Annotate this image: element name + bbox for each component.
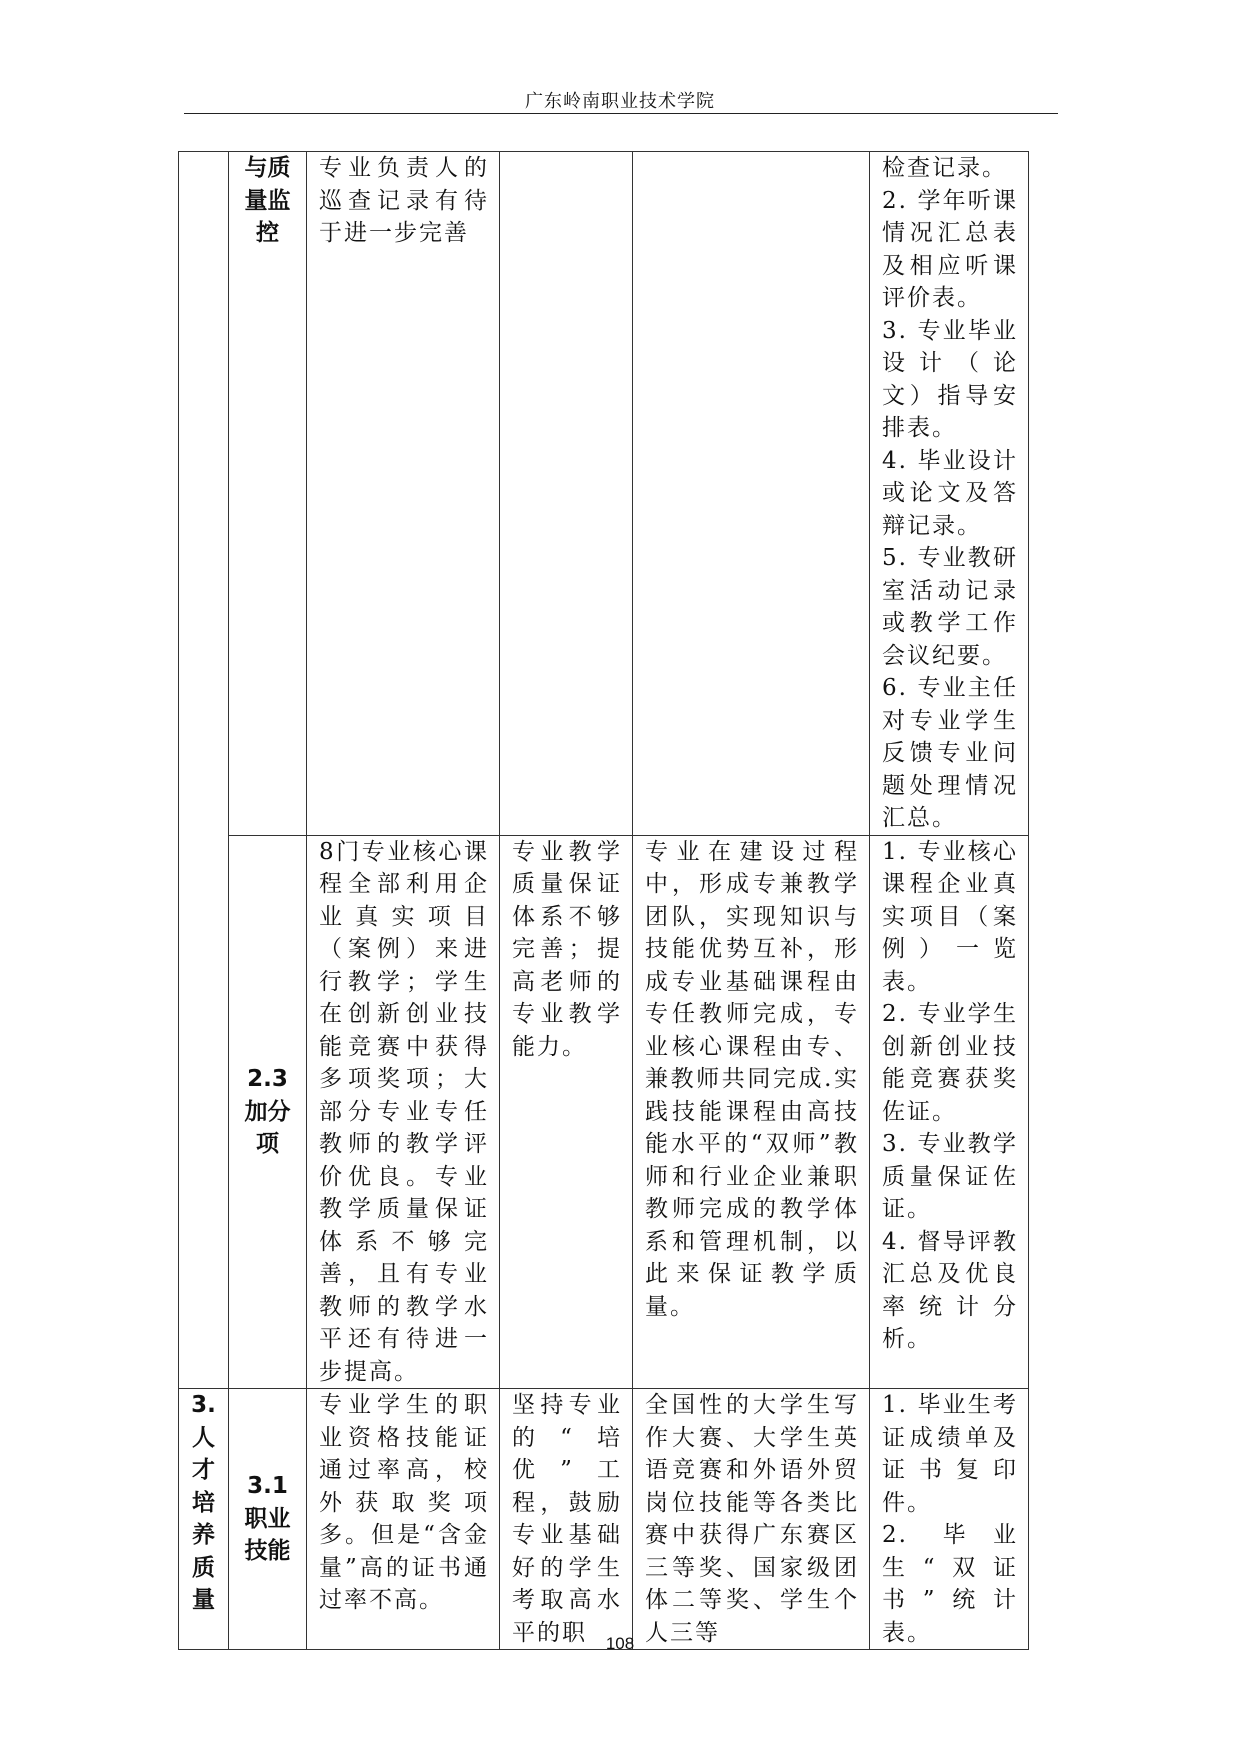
problem-text: 专业学生的职业资格技能证通过率高，校外获取奖项多。但是“含金量”高的证书通过率不高。 [319,1392,489,1613]
sub-item-line: 项 [256,1131,279,1157]
item-line: 人 [192,1424,215,1451]
evidence-item: 3. 专业教学质量保证佐证。 [882,1131,1018,1222]
results-cell [633,152,870,836]
results-cell [633,1389,870,1650]
evidence-item: 4. 毕业设计或论文及答辩记录。 [882,447,1018,539]
table-row [179,1389,1029,1650]
sub-item-label [229,152,306,250]
evidence-item: 5. 专业教研室活动记录或教学工作会议纪要。 [882,545,1018,669]
sub-item-line: 职业 [244,1505,291,1532]
header-divider [184,113,1058,114]
sub-item-line: 2.3 [247,1066,288,1092]
measures-text: 专业教学质量保证体系不够完善；提高老师的专业教学能力。 [512,838,622,1060]
problem-text: 专业负责人的巡查记录有待于进一步完善 [319,155,489,246]
problem-cell [307,1389,500,1650]
sub-item-label [229,1470,306,1568]
item-cell [179,1389,229,1650]
sub-item-label [229,1063,306,1161]
item-line: 养 [192,1522,215,1548]
problem-text: 8门专业核心课程全部利用企业真实项目（案例）来进行教学；学生在创新创业技能竞赛中获得多项奖项；大部分专业专任教师的教学评价优良。专业教学质量保证体系不够完善，且有专业教师的教学水平还有待进一步提高。 [319,838,489,1385]
item-line: 3. [191,1392,216,1418]
item-label [179,1389,228,1617]
item-line: 才 [192,1457,215,1483]
results-text: 全国性的大学生写作大赛、大学生英语竞赛和外语外贸岗位技能等各类比赛中获得广东赛区三等奖、国家级团体二等奖、学生个人三等 [645,1392,859,1646]
table-row [179,835,1029,1389]
sub-item-line: 3.1 [247,1473,288,1500]
sub-item-line: 控 [256,220,279,246]
evidence-item: 4. 督导评教汇总及优良率统计分析。 [882,1228,1018,1352]
evaluation-table [178,151,1029,1650]
sub-item-line: 加分 [244,1098,291,1125]
table-row [179,152,1029,836]
page-number: 108 [605,1634,635,1653]
sub-item-cell [229,1389,307,1650]
sub-item-cell [229,152,307,836]
evidence-list [870,152,1028,835]
evidence-item: 3. 专业毕业设计（论文）指导安排表。 [882,317,1018,441]
measures-cell [500,1389,633,1650]
results-text: 专业在建设过程中，形成专兼教学团队，实现知识与技能优势互补，形成专业基础课程由专任教师完成，专业核心课程由专、兼教师共同完成.实践技能课程由高技能水平的“双师”教师和行业企业兼职教师完成的教学体系和管理机制，以此来保证教学质量。 [645,838,859,1320]
item-line: 质 [192,1554,215,1581]
sub-item-line: 与质 [244,155,291,181]
results-cell [633,835,870,1389]
evidence-list [870,836,1028,1356]
item-line: 量 [192,1587,215,1613]
evidence-item: 1. 专业核心课程企业真实项目（案例）一览表。 [882,838,1018,995]
evidence-item: 2. 学年听课情况汇总表及相应听课评价表。 [882,187,1018,311]
evidence-cell [870,152,1029,836]
measures-cell [500,152,633,836]
evidence-item: 2. 毕业生“双证书”统计表。 [882,1522,1018,1646]
evidence-cell [870,835,1029,1389]
evidence-item: 2. 专业学生创新创业技能竞赛获奖佐证。 [882,1001,1018,1125]
evidence-item: 1. 毕业生考证成绩单及证书复印件。 [882,1392,1018,1516]
problem-cell [307,152,500,836]
evidence-list [870,1389,1028,1649]
page-header-title: 广东岭南职业技术学院 [525,91,715,112]
item-cell-empty [179,152,229,1389]
measures-cell [500,835,633,1389]
sub-item-line: 技能 [244,1538,291,1565]
problem-cell [307,835,500,1389]
measures-text: 坚持专业的“培优”工程，鼓励专业基础好的学生考取高水平的职 [512,1392,622,1646]
evidence-item: 6. 专业主任对专业学生反馈专业问题处理情况汇总。 [882,675,1018,831]
item-line: 培 [192,1489,215,1516]
evidence-cell [870,1389,1029,1650]
sub-item-line: 量监 [244,187,291,214]
evidence-item: 检查记录。 [882,155,1007,181]
sub-item-cell [229,835,307,1389]
